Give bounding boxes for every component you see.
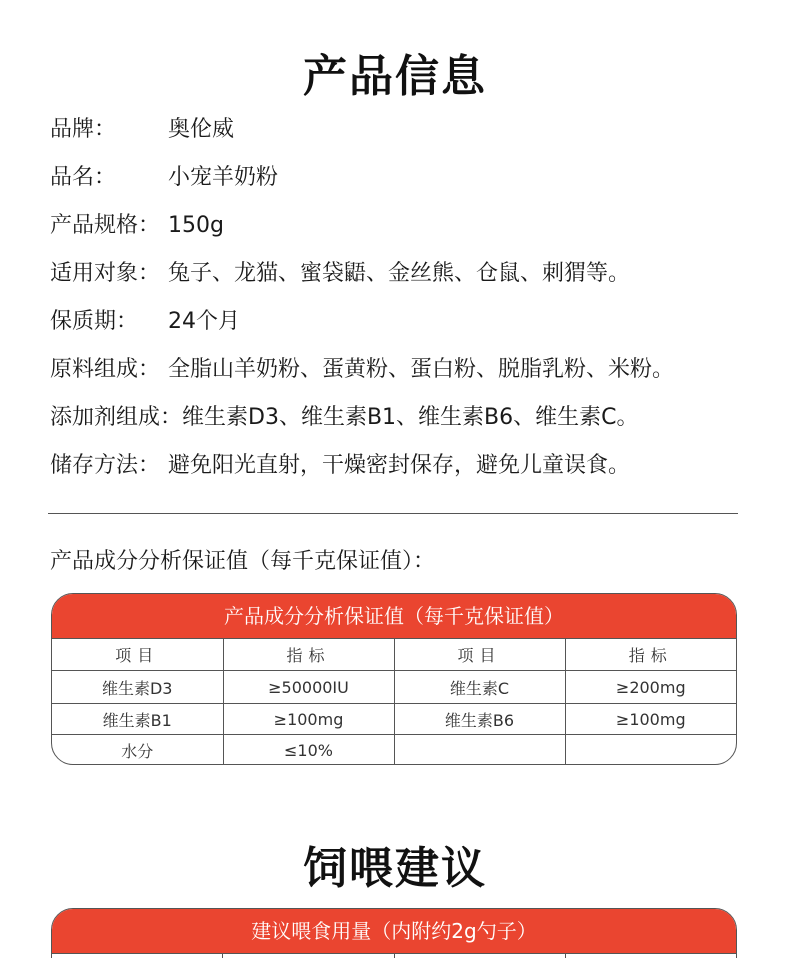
info-value: 全脂山羊奶粉、蛋黄粉、蛋白粉、脱脂乳粉、米粉。	[168, 357, 675, 382]
table-cell	[223, 954, 394, 958]
info-row-shelf-life	[50, 306, 750, 354]
table-header-cell: 指标	[565, 639, 736, 671]
info-value: 避免阳光直射，干燥密封保存，避免儿童误食。	[168, 453, 631, 478]
info-row-ingredients	[50, 354, 750, 402]
feeding-table-title: 建议喂食用量（内附约2g勺子）	[52, 909, 736, 953]
product-info-list	[50, 114, 750, 498]
info-row-brand	[50, 114, 750, 162]
table-cell: ≤10%	[223, 735, 394, 766]
analysis-subtitle: 产品成分分析保证值（每千克保证值）：	[50, 549, 436, 574]
info-label: 添加剂组成：	[50, 405, 183, 430]
analysis-table-title: 产品成分分析保证值（每千克保证值）	[52, 594, 736, 638]
table-cell	[394, 735, 565, 766]
info-value: 兔子、龙猫、蜜袋鼯、金丝熊、仓鼠、刺猬等。	[168, 261, 631, 286]
info-label: 品牌：	[50, 117, 117, 142]
table-cell: 维生素C	[394, 671, 565, 704]
table-row	[52, 671, 736, 704]
info-label: 原料组成：	[50, 357, 161, 382]
info-value: 奥伦威	[168, 117, 235, 142]
info-value: 维生素D3、维生素B1、维生素B6、维生素C。	[182, 405, 639, 430]
table-cell: 维生素D3	[52, 671, 223, 704]
table-cell: ≥50000IU	[223, 671, 394, 704]
table-header-cell: 指标	[223, 639, 394, 671]
info-label: 储存方法：	[50, 453, 161, 478]
table-cell: ≥200mg	[565, 671, 736, 704]
info-row-storage	[50, 450, 750, 498]
info-label: 保质期：	[50, 309, 139, 334]
info-label: 品名：	[50, 165, 117, 190]
info-label: 产品规格：	[50, 213, 161, 238]
table-header-cell: 项目	[394, 639, 565, 671]
product-info-title: 产品信息	[303, 51, 487, 102]
section-divider	[48, 513, 738, 514]
feeding-table	[51, 908, 737, 958]
table-row	[52, 704, 736, 735]
table-cell	[52, 954, 223, 958]
table-cell	[565, 735, 736, 766]
table-header-row	[52, 639, 736, 671]
table-cell: 维生素B6	[394, 704, 565, 735]
analysis-table-grid	[52, 638, 736, 765]
table-header-cell: 项目	[52, 639, 223, 671]
table-cell	[566, 954, 736, 958]
info-value: 小宠羊奶粉	[168, 165, 279, 190]
info-row-spec	[50, 210, 750, 258]
table-row	[52, 735, 736, 766]
table-cell: 维生素B1	[52, 704, 223, 735]
info-value: 150g	[168, 213, 224, 238]
info-row-name	[50, 162, 750, 210]
feeding-table-row	[52, 953, 736, 958]
info-value: 24个月	[168, 309, 240, 334]
feeding-title: 饲喂建议	[303, 843, 487, 894]
info-row-additives	[50, 402, 750, 450]
table-cell: ≥100mg	[223, 704, 394, 735]
table-cell	[395, 954, 566, 958]
info-row-target	[50, 258, 750, 306]
table-cell: 水分	[52, 735, 223, 766]
info-label: 适用对象：	[50, 261, 161, 286]
table-cell: ≥100mg	[565, 704, 736, 735]
analysis-table	[51, 593, 737, 765]
